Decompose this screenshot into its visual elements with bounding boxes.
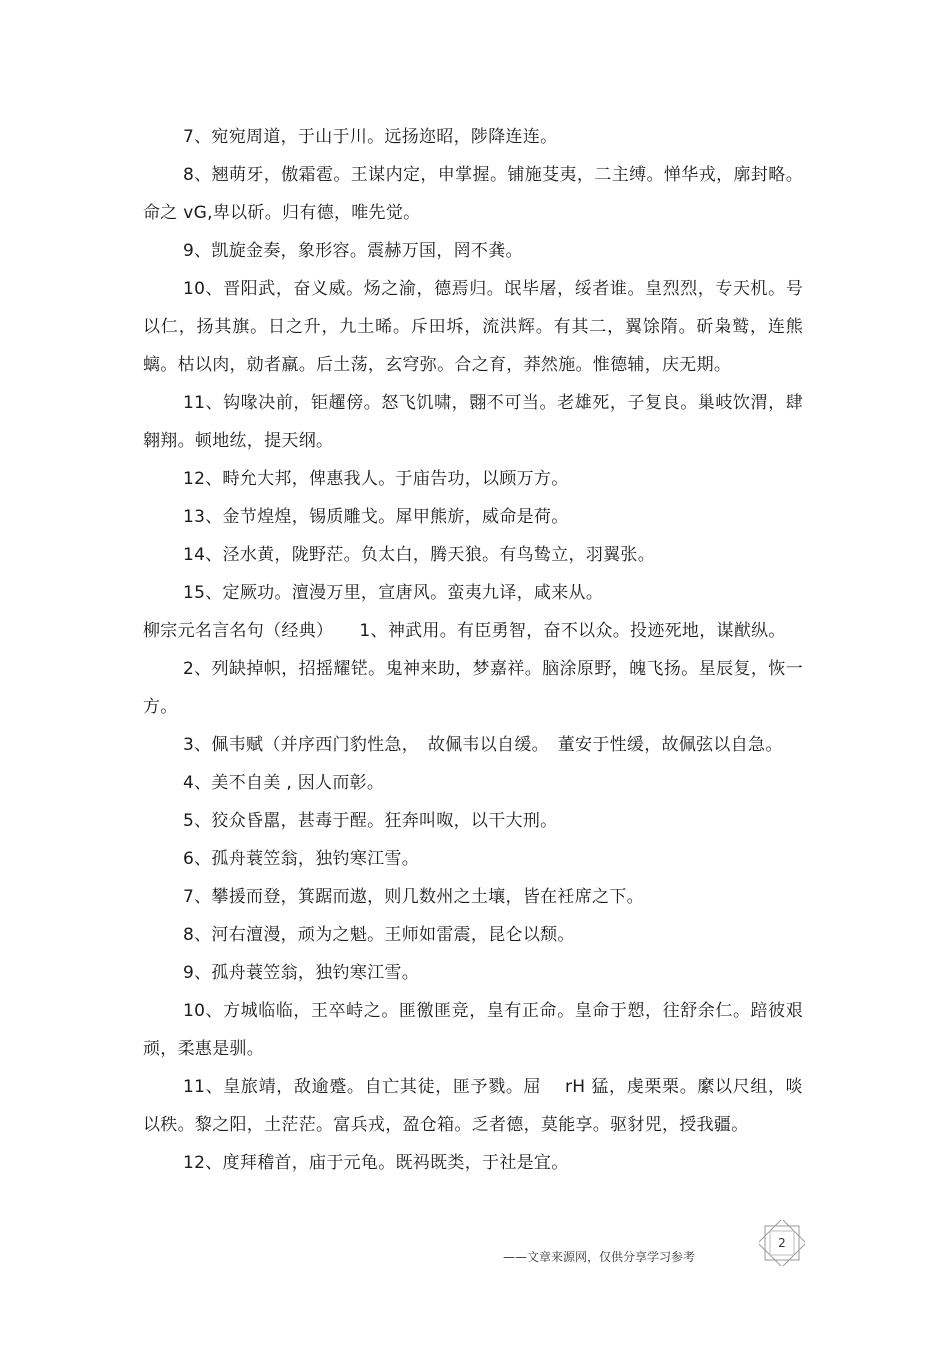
paragraph: 9、孤舟蓑笠翁，独钓寒江雪。 [183, 963, 420, 983]
paragraph: 9、凯旋金奏，象形容。震赫万国，罔不龚。 [183, 241, 523, 261]
page-number: 2 [778, 1236, 786, 1250]
page-number-wrap [759, 1220, 805, 1266]
paragraph: 14、泾水黄，陇野茫。负太白，腾天狼。有鸟鸷立，羽翼张。 [183, 545, 656, 565]
paragraph: 12、度拜稽首，庙于元龟。既祃既类，于社是宜。 [183, 1153, 569, 1173]
paragraph: 8、翘萌牙，傲霜雹。王谋内定，申掌握。铺施芟夷，二主缚。惮华戎，廓封略。命之 vG,卑以斫。归有德，唯先觉。 [143, 165, 803, 223]
paragraph: 7、宛宛周道，于山于川。远扬迩昭，陟降连连。 [183, 127, 558, 147]
paragraph: 5、狡众昏嚚，甚毒于酲。狂奔叫呶，以干大刑。 [183, 811, 558, 831]
paragraph: 4、美不自美 , 因人而彰。 [183, 773, 385, 793]
paragraph: 柳宗元名言名句（经典） 1、神武用。有臣勇智，奋不以众。投迹死地，谋猷纵。 [143, 621, 786, 641]
paragraph: 11、皇旅靖，敌逾蹙。自亡其徒，匪予戮。屈 rH 猛，虔栗栗。縻以尺组，啖以秩。黎之阳，土茫茫。富兵戎，盈仓箱。乏者德，莫能享。驱豺兕，授我疆。 [143, 1077, 803, 1135]
paragraph: 15、定厥功。澶漫万里，宣唐风。蛮夷九译，咸来从。 [183, 583, 604, 603]
paragraph: 12、畤允大邦，俾惠我人。于庙告功，以顾万方。 [183, 469, 569, 489]
paragraph: 10、晋阳武，奋义威。炀之渝，德焉归。氓毕屠，绥者谁。皇烈烈，专天机。号以仁，扬其旗。日之升，九土晞。斥田坼，流洪辉。有其二，翼馀隋。斫枭鹫，连熊螭。枯以肉，勍者羸。后土荡，玄穹弥。合之育，莽然施。惟德辅，庆无期。 [143, 279, 803, 375]
paragraph: 2、列缺掉帜，招摇耀铓。鬼神来助，梦嘉祥。脑涂原野，魄飞扬。星辰复，恢一方。 [143, 659, 803, 717]
paragraph: 8、河右澶漫，顽为之魁。王师如雷震，昆仑以颓。 [183, 925, 575, 945]
paragraph: 3、佩韦赋（并序西门豹性急， 故佩韦以自缓。 董安于性缓，故佩弦以自急。 [183, 735, 783, 755]
paragraph: 7、攀援而登，箕踞而遨，则几数州之土壤，皆在衽席之下。 [183, 887, 644, 907]
footer-note: ——文章来源网，仅供分享学习参考 [503, 1250, 696, 1264]
body-text [143, 118, 803, 1182]
paragraph: 10、方城临临，王卒峙之。匪徼匪竞，皇有正命。皇命于愬，往舒余仁。踣彼艰顽，柔惠是驯。 [143, 1001, 803, 1059]
paragraph: 13、金节煌煌，锡质雕戈。犀甲熊旂，威命是荷。 [183, 507, 569, 527]
paragraph: 6、孤舟蓑笠翁，独钓寒江雪。 [183, 849, 420, 869]
paragraph: 11、钩喙决前，钜趯傍。怒飞饥啸，翾不可当。老雄死，子复良。巢岐饮渭，肆翱翔。顿地纮，提天纲。 [143, 393, 803, 451]
